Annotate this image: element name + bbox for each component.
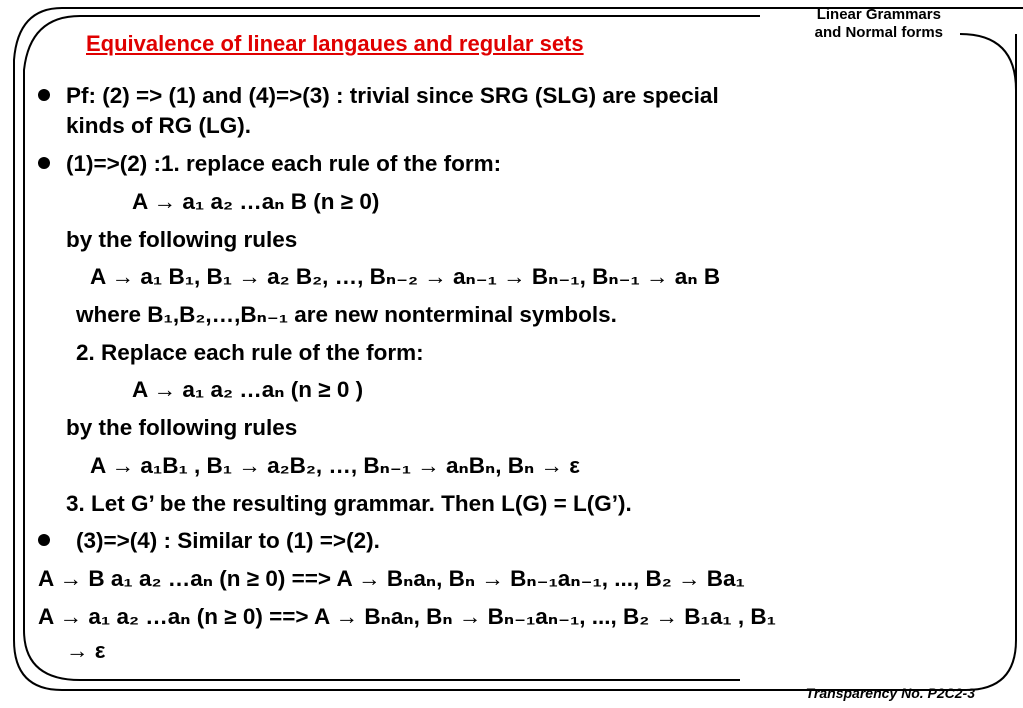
- line-15: A → a₁ a₂ …aₙ (n ≥ 0) ==> A → Bₙaₙ, Bₙ → Bₙ₋₁aₙ₋₁, ..., B₂ → B₁a₁ , B₁: [38, 604, 776, 629]
- line-16: → ε: [66, 638, 106, 663]
- line-3: (1)=>(2) :1. replace each rule of the form:: [66, 151, 502, 176]
- line-4: A → a₁ a₂ …aₙ B (n ≥ 0): [132, 189, 380, 214]
- line-13: (3)=>(4) : Similar to (1) =>(2).: [76, 528, 380, 553]
- slide-title: Equivalence of linear langaues and regular sets: [86, 31, 584, 56]
- header-line-2: and Normal forms: [814, 24, 943, 41]
- line-6: A → a₁ B₁, B₁ → a₂ B₂, …, Bₙ₋₂ → aₙ₋₁ → Bₙ₋₁, Bₙ₋₁ → aₙ B: [90, 264, 721, 289]
- line-11: A → a₁B₁ , B₁ → a₂B₂, …, Bₙ₋₁ → aₙBₙ, Bₙ → ε: [90, 453, 580, 478]
- line-7: where B₁,B₂,…,Bₙ₋₁ are new nonterminal symbols.: [76, 302, 617, 327]
- line-8: 2. Replace each rule of the form:: [76, 340, 424, 365]
- line-5: by the following rules: [66, 227, 298, 252]
- slide-footer: Transparency No. P2C2-3: [805, 685, 975, 701]
- line-12: 3. Let G’ be the resulting grammar. Then L(G) = L(G’).: [66, 491, 632, 516]
- line-2: kinds of RG (LG).: [66, 113, 251, 138]
- bullet-2: [38, 157, 50, 169]
- bullet-1: [38, 89, 50, 101]
- line-10: by the following rules: [66, 415, 298, 440]
- line-14: A → B a₁ a₂ …aₙ (n ≥ 0) ==> A → Bₙaₙ, Bₙ → Bₙ₋₁aₙ₋₁, ..., B₂ → Ba₁: [38, 566, 745, 591]
- header-line-1: Linear Grammars: [816, 6, 941, 23]
- line-1: Pf: (2) => (1) and (4)=>(3) : trivial since SRG (SLG) are special: [66, 83, 719, 108]
- bullet-3: [38, 534, 50, 546]
- line-9: A → a₁ a₂ …aₙ (n ≥ 0 ): [132, 377, 364, 402]
- slide-header: [815, 6, 943, 42]
